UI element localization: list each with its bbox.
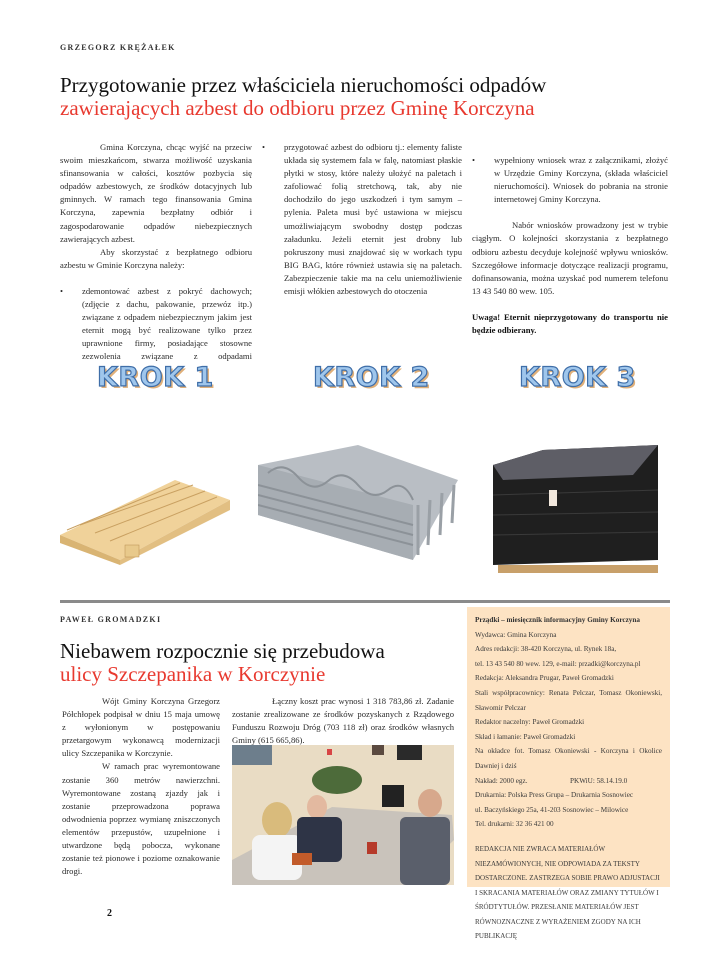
article2-paragraph: W ramach prac wyremontowane zostanie 360 metrów nawierzchni. Wyremontowane zostaną zjazdy jak i zostanie przeprowadzona poprawa odwodnienia poprzez wymianę zniszczonych elementów przepustów, uzupełnione i utwardzone będą pobocza, wykonane zostanie też pionowe i poziome oznakowanie drogi. — [62, 761, 220, 877]
infobox-print-info — [475, 774, 662, 789]
article1-warning: Uwaga! Eternit nieprzygotowany do transportu nie będzie odbierany. — [472, 311, 668, 336]
step-2-label: KROK 2 — [313, 362, 430, 393]
article2-author: PAWEŁ GROMADZKI — [60, 615, 162, 624]
article2-title — [60, 640, 450, 686]
corrugated-sheets-image — [258, 445, 468, 570]
infobox-line: Stali współpracownicy: Renata Pelczar, Tomasz Okoniewski, Sławomir Pelczar — [475, 688, 662, 712]
article1-column-2 — [262, 141, 462, 298]
infobox-line: tel. 13 43 540 80 wew. 129, e-mail: przadki@korczyna.pl — [475, 659, 641, 668]
article2-title-line2: ulicy Szczepanika w Korczynie — [60, 662, 326, 686]
article1-paragraph: Aby skorzystać z bezpłatnego odbioru azbestu w Gminie Korczyna należy: — [60, 246, 252, 270]
article2-paragraph: Wójt Gminy Korczyna Grzegorz Półchłopek podpisał w dniu 15 maja umowę z wyłonionym w postępowaniu przetargowym wykonawcą modernizacji ulicy Szczepanika w Korczynie. — [62, 696, 220, 759]
infobox-line: Drukarnia: Polska Press Grupa – Drukarnia Sosnowiec — [475, 791, 634, 800]
section-divider — [60, 600, 670, 603]
article1-column-1 — [60, 141, 252, 365]
infobox-line: Redaktor naczelny: Paweł Gromadzki — [475, 718, 585, 727]
infobox-disclaimer: REDAKCJA NIE ZWRACA MATERIAŁÓW NIEZAMÓWIONYCH, NIE ODPOWIADA ZA TEKSTY DOSTARCZONE. ZASTRZEGA SOBIE PRAWO ADJUSTACJI I SKRACANIA MATERIAŁÓW ORAZ ZMIANY TYTUŁÓW I ŚRÓDTYTUŁÓW. PRZESŁANIE MATERIAŁÓW JEST RÓWNOZNACZNE Z WYRAŻENIEM ZGODY NA ICH PUBLIKACJĘ — [475, 844, 660, 941]
article1-title-line1: Przygotowanie przez właściciela nieruchomości odpadów — [60, 73, 547, 97]
page-number: 2 — [107, 908, 112, 919]
article2-paragraph: Łączny koszt prac wynosi 1 318 783,86 zł. Zadanie zostanie zrealizowane ze środków pozyskanych z Rządowego Funduszu Rozwoju Dróg (703 118 zł) oraz środków własnych Gminy (615 665,86). — [232, 696, 454, 746]
infobox-line: Adres redakcji: 38-420 Korczyna, ul. Rynek 18a, — [475, 645, 617, 654]
article2-column-1 — [62, 695, 220, 878]
article2-title-line1: Niebawem rozpocznie się przebudowa — [60, 639, 385, 663]
infobox-line: Redakcja: Aleksandra Prugar, Paweł Gromadzki — [475, 674, 614, 683]
infobox-naklad: Nakład: 2000 egz. — [475, 776, 528, 785]
wrapped-pallet-image — [483, 440, 663, 580]
infobox-line: Na okładce fot. Tomasz Okoniewski - Korczyna i Okolice Dawniej i dziś — [475, 747, 662, 770]
infobox-title: Prządki – miesięcznik informacyjny Gminy Korczyna — [475, 616, 640, 624]
article1-author: GRZEGORZ KRĘŻAŁEK — [60, 43, 176, 52]
article1-bullet-2: • przygotować azbest do odbioru tj.: elementy faliste układa się systemem fala w falę, natomiast płaskie płytki w stosy, które należy ułożyć na paletach i zafoliować folią stretchową, tak, aby nie dochodziło do jego uszkodzeń i tym samym – pylenia. Paleta musi być ustawiona w miejscu umożliwiającym swobodny dostęp podczas załadunku. Jeżeli eternit jest drobny lub pokruszony musi znajdować się w workach typu BIG BAG, które również ustawia się na paletach. Zabezpieczenie takie ma na celu uniemożliwienie emisji włókien azbestowych do otoczenia — [262, 141, 462, 298]
publisher-info-box — [467, 607, 670, 941]
article1-bullet-3: • wypełniony wniosek wraz z załącznikami, złożyć w Urzędzie Gminy Korczyna, (składa właściciel nieruchomości). Wniosek do pobrania na stronie internetowej Gminy Korczyna. — [472, 154, 668, 206]
article1-column-3 — [472, 141, 668, 337]
infobox-pkwiu: PKWiU: 58.14.19.0 — [570, 776, 628, 785]
article1-bullet-1: • zdemontować azbest z pokryć dachowych; (zdjęcie z dachu, pakowanie, przewóz itp.) związane z odpadem niebezpiecznym jakim jest eternit mogą być realizowane tylko przez uprawnione firmy, posiadające stosowne zezwolenia związane z odpadami — [60, 285, 252, 365]
article1-paragraph: Gmina Korczyna, chcąc wyjść na przeciw swoim mieszkańcom, stwarza możliwość uzyskania sfinansowania w całości, kosztów pozbycia się odpadów azbestowych, ze środków dotacyjnych lub gminnych. W ramach tego finansowania Gmina Korczyna, zapewnia bezpłatny odbiór i zagospodarowanie odpadów niebezpiecznych zawierających azbest. — [60, 142, 252, 244]
article1-paragraph: Nabór wniosków prowadzony jest w trybie ciągłym. O kolejności skorzystania z bezpłatnego odbioru azbestu decyduje kolejność wpływu wniosków. Szczegółowe informacje dotyczące realizacji programu, dofinansowania, można uzyskać pod numerem telefonu 13 43 540 80 wew. 105. — [472, 220, 668, 296]
article2-column-2 — [232, 695, 454, 747]
article1-title-line2: zawierających azbest do odbioru przez Gminę Korczyna — [60, 96, 535, 120]
contract-signing-photo — [232, 745, 454, 885]
infobox-line: ul. Baczyńskiego 25a, 41-203 Sosnowiec – Milowice — [475, 805, 629, 814]
step-3-label: KROK 3 — [519, 362, 636, 393]
infobox-line: Skład i łamanie: Paweł Gromadzki — [475, 732, 576, 741]
wooden-pallet-image — [55, 455, 235, 565]
infobox-line: Wydawca: Gmina Korczyna — [475, 630, 557, 639]
infobox-line: Tel. drukarni: 32 36 421 00 — [475, 820, 554, 829]
article1-title — [60, 74, 680, 120]
step-1-label: KROK 1 — [97, 362, 214, 393]
